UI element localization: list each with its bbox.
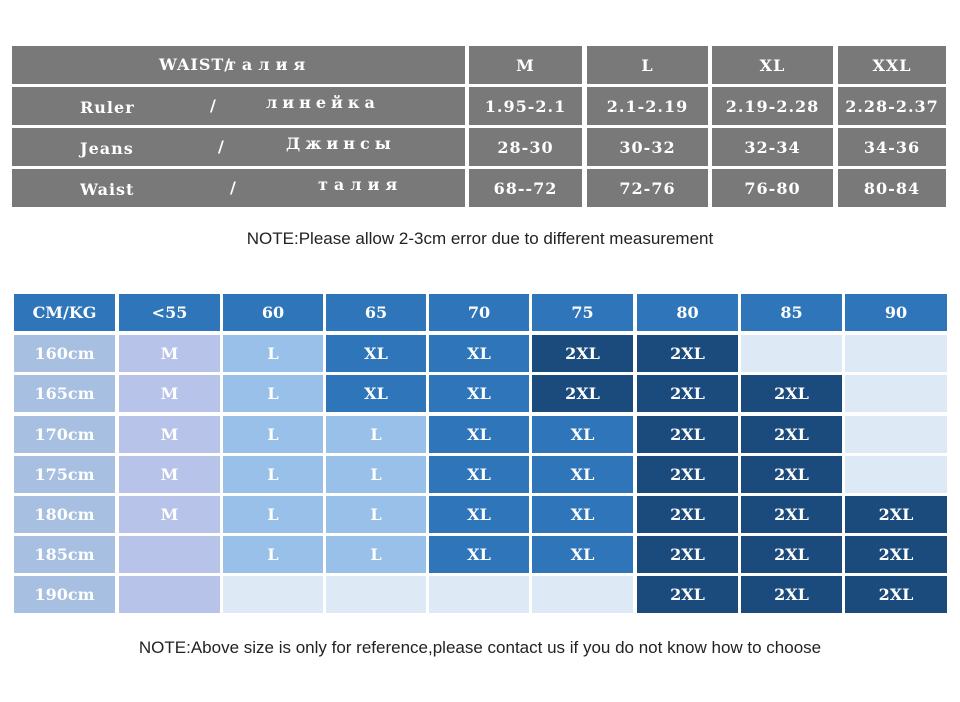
weight-header-cell: 85 xyxy=(741,294,842,331)
size-cell: 2XL xyxy=(637,375,738,412)
size-cell: XL xyxy=(532,496,633,533)
size-cell: XL xyxy=(326,375,426,412)
size-cell: L xyxy=(326,456,426,493)
reference-note: NOTE:Above size is only for reference,please contact us if you do not know how to choose xyxy=(138,638,822,657)
size-cell: M xyxy=(119,335,220,372)
height-weight-size-grid xyxy=(14,294,947,612)
size-cell: 2XL xyxy=(637,576,738,613)
grid-row xyxy=(14,536,947,573)
table-cell: 30-32 xyxy=(587,128,708,166)
row-label-slash: / xyxy=(218,137,225,156)
size-cell: XL xyxy=(429,416,529,453)
height-label-cell: 185cm xyxy=(14,536,115,573)
row-label-jeans xyxy=(12,128,465,166)
size-cell: 2XL xyxy=(637,496,738,533)
size-cell xyxy=(429,576,529,613)
height-label-cell: 160cm xyxy=(14,335,115,372)
size-cell xyxy=(845,416,947,453)
size-cell: XL xyxy=(429,375,529,412)
size-cell: M xyxy=(119,496,220,533)
size-cell: 2XL xyxy=(637,416,738,453)
size-cell: XL xyxy=(429,335,529,372)
grid-row xyxy=(14,335,947,372)
size-cell: XL xyxy=(532,536,633,573)
size-cell: L xyxy=(223,536,323,573)
size-cell: XL xyxy=(326,335,426,372)
size-cell: L xyxy=(326,416,426,453)
size-header-xl: XL xyxy=(712,46,833,84)
size-cell xyxy=(119,536,220,573)
size-cell: 2XL xyxy=(637,456,738,493)
size-cell: XL xyxy=(429,496,529,533)
size-cell xyxy=(326,576,426,613)
size-cell: 2XL xyxy=(741,416,842,453)
size-header-l: L xyxy=(587,46,708,84)
size-cell xyxy=(223,576,323,613)
row-label-ru: линейка xyxy=(266,93,380,112)
size-cell xyxy=(845,335,947,372)
size-cell: M xyxy=(119,375,220,412)
waist-header-en: WAIST/ xyxy=(159,55,232,74)
height-label-cell: 180cm xyxy=(14,496,115,533)
size-cell: 2XL xyxy=(741,456,842,493)
weight-header-cell: <55 xyxy=(119,294,220,331)
size-cell: L xyxy=(326,536,426,573)
size-cell: 2XL xyxy=(637,536,738,573)
size-cell xyxy=(845,456,947,493)
size-cell: XL xyxy=(429,536,529,573)
grid-corner-label: CM/KG xyxy=(14,294,115,331)
size-cell xyxy=(741,335,842,372)
size-cell: L xyxy=(223,456,323,493)
size-header-m: M xyxy=(469,46,582,84)
waist-table-header-row xyxy=(12,46,946,84)
grid-header-row xyxy=(14,294,947,331)
size-cell: 2XL xyxy=(741,496,842,533)
size-cell: L xyxy=(223,375,323,412)
size-cell: L xyxy=(223,335,323,372)
size-cell: XL xyxy=(532,456,633,493)
row-label-ru: талия xyxy=(318,175,404,194)
weight-header-cell: 75 xyxy=(532,294,633,331)
table-cell: 2.1-2.19 xyxy=(587,87,708,125)
waist-header-ru: талия xyxy=(226,55,312,74)
table-cell: 32-34 xyxy=(712,128,833,166)
size-cell: 2XL xyxy=(532,335,633,372)
height-label-cell: 175cm xyxy=(14,456,115,493)
measurement-note: NOTE:Please allow 2-3cm error due to different measurement xyxy=(246,229,714,248)
row-label-ruler xyxy=(12,87,465,125)
weight-header-cell: 65 xyxy=(326,294,426,331)
size-cell: 2XL xyxy=(845,576,947,613)
size-cell: M xyxy=(119,456,220,493)
weight-header-cell: 60 xyxy=(223,294,323,331)
grid-row xyxy=(14,496,947,533)
table-cell: 2.28-2.37 xyxy=(838,87,946,125)
row-label-en: Ruler xyxy=(80,98,135,117)
weight-header-cell: 70 xyxy=(429,294,529,331)
size-cell: M xyxy=(119,416,220,453)
waist-header-label xyxy=(12,46,465,84)
size-cell: L xyxy=(223,416,323,453)
size-cell xyxy=(845,375,947,412)
size-cell: L xyxy=(223,496,323,533)
table-cell: 80-84 xyxy=(838,169,946,207)
size-cell: 2XL xyxy=(845,536,947,573)
row-label-en: Waist xyxy=(80,180,135,199)
size-cell: 2XL xyxy=(637,335,738,372)
weight-header-cell: 90 xyxy=(845,294,947,331)
size-cell: XL xyxy=(532,416,633,453)
grid-row xyxy=(14,416,947,453)
row-label-slash: / xyxy=(210,96,217,115)
waist-table-row-waist xyxy=(12,169,946,207)
table-cell: 28-30 xyxy=(469,128,582,166)
size-cell xyxy=(532,576,633,613)
size-cell: L xyxy=(326,496,426,533)
table-cell: 34-36 xyxy=(838,128,946,166)
table-cell: 76-80 xyxy=(712,169,833,207)
table-cell: 68--72 xyxy=(469,169,582,207)
table-cell: 1.95-2.1 xyxy=(469,87,582,125)
size-cell xyxy=(119,576,220,613)
size-header-xxl: XXL xyxy=(838,46,946,84)
table-cell: 2.19-2.28 xyxy=(712,87,833,125)
height-label-cell: 170cm xyxy=(14,416,115,453)
row-label-en: Jeans xyxy=(80,139,134,158)
grid-row xyxy=(14,576,947,613)
row-label-slash: / xyxy=(230,178,237,197)
waist-table-row-jeans xyxy=(12,128,946,166)
size-cell: 2XL xyxy=(741,576,842,613)
table-cell: 72-76 xyxy=(587,169,708,207)
weight-header-cell: 80 xyxy=(637,294,738,331)
height-label-cell: 190cm xyxy=(14,576,115,613)
size-cell: 2XL xyxy=(741,375,842,412)
size-cell: 2XL xyxy=(532,375,633,412)
size-cell: XL xyxy=(429,456,529,493)
grid-row xyxy=(14,456,947,493)
size-cell: 2XL xyxy=(741,536,842,573)
waist-table-row-ruler xyxy=(12,87,946,125)
height-label-cell: 165cm xyxy=(14,375,115,412)
size-cell: 2XL xyxy=(845,496,947,533)
row-label-ru: Джинсы xyxy=(286,134,396,153)
grid-row xyxy=(14,375,947,412)
row-label-waist xyxy=(12,169,465,207)
